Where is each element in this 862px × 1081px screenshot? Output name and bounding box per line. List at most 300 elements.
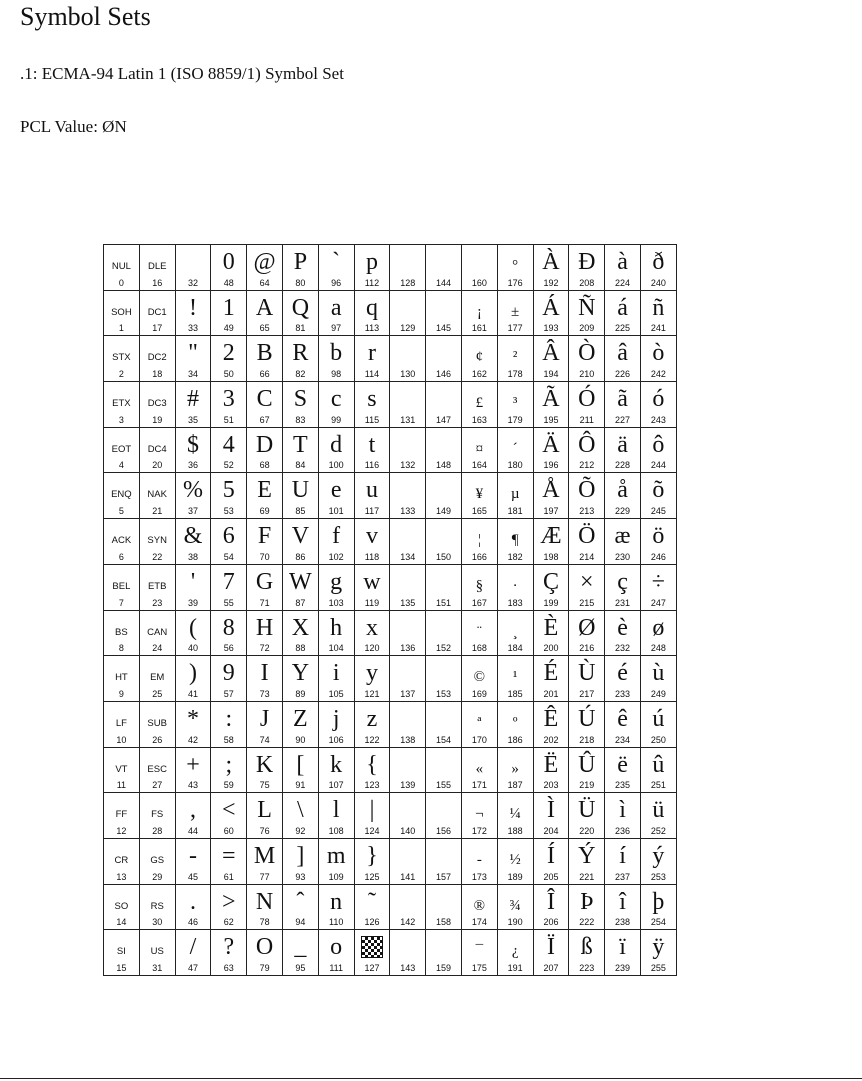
symbol-set-table — [103, 244, 677, 976]
table-row — [104, 930, 677, 976]
char-cell — [533, 519, 569, 565]
char-glyph: W — [289, 568, 312, 595]
char-code: 97 — [331, 323, 342, 334]
char-glyph: N — [255, 888, 274, 915]
char-glyph: / — [189, 934, 197, 961]
char-glyph: ) — [188, 660, 197, 687]
char-code: 43 — [187, 780, 198, 791]
char-code: 151 — [436, 597, 452, 608]
char-cell — [318, 519, 354, 565]
char-code: 26 — [152, 734, 163, 745]
char-glyph: 4 — [222, 431, 235, 458]
checkerboard-icon — [355, 936, 390, 964]
char-cell — [211, 427, 247, 473]
char-cell — [640, 747, 676, 793]
char-code: 234 — [615, 734, 631, 745]
char-glyph: # — [186, 386, 199, 413]
char-code: 150 — [436, 551, 452, 562]
char-glyph: J — [259, 705, 270, 732]
char-code: 17 — [152, 323, 163, 334]
char-code: 22 — [152, 551, 163, 562]
char-code: 143 — [400, 963, 416, 973]
char-glyph: EM — [150, 672, 165, 684]
char-glyph: Ã — [542, 386, 560, 413]
char-cell — [605, 245, 641, 291]
char-cell — [426, 564, 462, 610]
char-cell — [354, 382, 390, 428]
char-glyph: i — [332, 660, 340, 687]
char-glyph: è — [617, 614, 628, 641]
char-glyph: \ — [297, 797, 304, 824]
char-glyph: - — [188, 842, 197, 869]
char-glyph: » — [511, 760, 519, 777]
char-glyph: ] — [296, 842, 305, 869]
char-glyph: DC4 — [147, 443, 167, 455]
char-cell — [175, 336, 211, 382]
char-code: 92 — [295, 825, 306, 836]
char-glyph: Ú — [578, 705, 596, 732]
char-cell — [533, 610, 569, 656]
char-glyph: F — [257, 523, 272, 550]
char-glyph: > — [222, 888, 236, 915]
char-code: 154 — [436, 734, 452, 745]
char-cell — [282, 382, 318, 428]
char-glyph: SI — [116, 946, 126, 958]
char-cell — [533, 747, 569, 793]
char-cell — [247, 656, 283, 702]
char-cell — [139, 290, 175, 336]
char-code: 129 — [400, 323, 416, 334]
char-cell — [497, 793, 533, 839]
char-glyph: Ê — [543, 705, 559, 732]
char-glyph: ¸ — [512, 623, 518, 640]
char-code: 201 — [543, 688, 559, 699]
char-code: 172 — [471, 825, 487, 836]
char-glyph: ® — [473, 897, 486, 914]
char-glyph: Þ — [580, 888, 594, 915]
char-cell — [282, 610, 318, 656]
char-cell — [175, 838, 211, 884]
char-cell — [139, 427, 175, 473]
char-code: 174 — [471, 917, 487, 928]
char-glyph: * — [186, 705, 199, 732]
char-code: 16 — [152, 277, 163, 288]
char-cell — [640, 930, 676, 976]
char-cell — [426, 382, 462, 428]
char-glyph: ˜ — [367, 888, 376, 915]
char-cell — [211, 336, 247, 382]
char-cell — [390, 382, 426, 428]
char-glyph: HT — [115, 672, 128, 684]
char-code: 56 — [223, 643, 234, 654]
char-cell — [605, 701, 641, 747]
char-cell — [211, 701, 247, 747]
char-glyph: Õ — [578, 477, 596, 504]
char-code: 138 — [400, 734, 416, 745]
char-cell — [104, 473, 140, 519]
char-cell — [497, 610, 533, 656]
char-glyph: ¯ — [475, 943, 484, 960]
char-code: 88 — [295, 643, 306, 654]
char-code: 67 — [259, 414, 270, 425]
char-cell — [211, 610, 247, 656]
char-glyph: æ — [614, 523, 631, 550]
char-cell — [175, 519, 211, 565]
char-cell — [390, 473, 426, 519]
char-glyph: ï — [619, 934, 626, 961]
char-code: 113 — [364, 323, 380, 334]
char-glyph: j — [332, 705, 340, 732]
char-glyph: I — [260, 660, 269, 687]
char-code: 167 — [471, 597, 487, 608]
char-cell — [175, 245, 211, 291]
char-glyph: õ — [652, 477, 665, 504]
char-code: 134 — [400, 551, 416, 562]
char-cell — [461, 473, 497, 519]
char-cell — [104, 747, 140, 793]
char-code: 219 — [579, 780, 595, 791]
char-glyph: ' — [190, 568, 196, 595]
char-glyph: FS — [151, 809, 164, 821]
char-code: 207 — [543, 963, 559, 973]
char-glyph: p — [365, 249, 378, 275]
char-glyph: 7 — [222, 568, 235, 595]
char-code: 131 — [400, 414, 416, 425]
char-cell — [104, 793, 140, 839]
char-glyph: ACK — [111, 535, 132, 547]
char-code: 176 — [507, 277, 523, 288]
char-glyph: à — [617, 249, 628, 275]
char-cell — [497, 564, 533, 610]
char-cell — [282, 564, 318, 610]
char-code: 142 — [400, 917, 416, 928]
char-code: 205 — [543, 871, 559, 882]
char-glyph: 2 — [222, 340, 235, 367]
char-code: 179 — [507, 414, 523, 425]
char-cell — [318, 656, 354, 702]
char-glyph: ³ — [512, 395, 518, 412]
char-code: 175 — [471, 963, 487, 973]
symbol-set-title: .1: ECMA-94 Latin 1 (ISO 8859/1) Symbol Set — [20, 64, 344, 83]
char-glyph: CR — [114, 854, 129, 866]
char-glyph: ` — [332, 249, 341, 275]
char-glyph: v — [365, 523, 378, 550]
char-cell — [569, 884, 605, 930]
char-cell — [640, 701, 676, 747]
char-code: 137 — [400, 688, 416, 699]
char-code: 192 — [543, 277, 559, 288]
char-cell — [426, 519, 462, 565]
char-cell — [533, 564, 569, 610]
char-code: 46 — [187, 917, 198, 928]
char-code: 93 — [295, 871, 306, 882]
char-glyph: m — [326, 842, 346, 869]
char-code: 204 — [543, 825, 559, 836]
char-cell — [640, 382, 676, 428]
char-code: 74 — [259, 734, 270, 745]
char-code: 140 — [400, 825, 416, 836]
char-code: 195 — [543, 414, 559, 425]
char-code: 212 — [579, 460, 595, 471]
char-glyph: E — [257, 477, 272, 504]
char-cell — [247, 336, 283, 382]
char-glyph: ± — [511, 303, 520, 320]
char-cell — [640, 290, 676, 336]
char-cell — [318, 382, 354, 428]
char-code: 47 — [187, 963, 198, 973]
char-glyph: ü — [652, 797, 665, 824]
char-glyph: ETX — [112, 398, 131, 410]
char-glyph: 3 — [222, 386, 235, 413]
char-cell — [497, 701, 533, 747]
char-code: 226 — [615, 369, 631, 380]
char-code: 60 — [223, 825, 234, 836]
char-glyph: Ç — [542, 568, 559, 595]
char-code: 64 — [259, 277, 270, 288]
char-glyph: CAN — [147, 626, 168, 638]
char-code: 91 — [295, 780, 306, 791]
char-cell — [569, 656, 605, 702]
char-code: 190 — [507, 917, 523, 928]
char-code: 127 — [364, 963, 380, 973]
char-cell — [318, 245, 354, 291]
char-code: 32 — [187, 277, 198, 288]
char-glyph: é — [617, 660, 628, 687]
char-glyph: ½ — [509, 851, 521, 868]
char-code: 232 — [615, 643, 631, 654]
char-code: 218 — [579, 734, 595, 745]
char-glyph: DC3 — [147, 398, 167, 410]
char-glyph: ö — [652, 523, 665, 550]
char-glyph: ¤ — [475, 440, 484, 457]
char-glyph: º — [512, 714, 518, 731]
char-code: 136 — [400, 643, 416, 654]
char-glyph: Ì — [546, 797, 555, 824]
char-cell — [318, 610, 354, 656]
char-cell — [461, 701, 497, 747]
char-code: 238 — [615, 917, 631, 928]
char-cell — [175, 473, 211, 519]
char-code: 1 — [118, 323, 124, 334]
char-cell — [605, 427, 641, 473]
char-cell — [461, 930, 497, 976]
table-row — [104, 473, 677, 519]
char-glyph: × — [579, 568, 594, 595]
char-glyph: - — [476, 851, 482, 868]
char-cell — [390, 656, 426, 702]
char-code: 106 — [328, 734, 344, 745]
char-glyph: = — [222, 842, 236, 869]
char-glyph: S — [293, 386, 308, 413]
char-cell — [640, 838, 676, 884]
char-cell — [282, 884, 318, 930]
char-glyph: ( — [188, 614, 197, 641]
char-glyph: P — [293, 249, 308, 275]
char-code: 223 — [579, 963, 595, 973]
char-cell — [175, 564, 211, 610]
char-glyph: Ô — [578, 431, 596, 458]
char-code: 132 — [400, 460, 416, 471]
char-cell — [104, 336, 140, 382]
char-code: 117 — [364, 506, 380, 517]
char-cell — [175, 793, 211, 839]
char-glyph: ã — [617, 386, 628, 413]
char-cell — [533, 793, 569, 839]
char-glyph: | — [369, 797, 375, 824]
char-cell — [497, 656, 533, 702]
char-glyph: Â — [542, 340, 560, 367]
char-code: 245 — [650, 506, 666, 517]
char-glyph: SUB — [147, 717, 167, 729]
char-cell — [318, 793, 354, 839]
char-glyph: ¶ — [511, 532, 519, 549]
table-row — [104, 701, 677, 747]
char-code: 194 — [543, 369, 559, 380]
char-code: 78 — [259, 917, 270, 928]
char-cell — [569, 473, 605, 519]
char-glyph: Ï — [546, 934, 555, 961]
char-cell — [211, 930, 247, 976]
char-code: 203 — [543, 780, 559, 791]
char-glyph: ð — [652, 249, 665, 275]
char-glyph: A — [255, 294, 274, 321]
char-code: 65 — [259, 323, 270, 334]
char-code: 8 — [118, 643, 124, 654]
char-cell — [139, 382, 175, 428]
char-cell — [175, 427, 211, 473]
char-cell — [461, 336, 497, 382]
char-code: 163 — [471, 414, 487, 425]
char-code: 52 — [223, 460, 234, 471]
char-code: 139 — [400, 780, 416, 791]
char-code: 197 — [543, 506, 559, 517]
char-code: 73 — [259, 688, 270, 699]
char-cell — [533, 930, 569, 976]
char-cell — [247, 382, 283, 428]
char-cell — [390, 930, 426, 976]
char-code: 119 — [364, 597, 380, 608]
char-glyph: È — [543, 614, 559, 641]
char-cell — [211, 473, 247, 519]
char-cell — [282, 793, 318, 839]
char-code: 95 — [295, 963, 306, 973]
char-glyph: SYN — [147, 535, 167, 547]
char-cell — [390, 427, 426, 473]
char-code: 248 — [650, 643, 666, 654]
char-code: 237 — [615, 871, 631, 882]
char-cell — [211, 838, 247, 884]
char-cell — [640, 564, 676, 610]
char-cell — [497, 838, 533, 884]
char-cell — [104, 427, 140, 473]
char-code: 221 — [579, 871, 595, 882]
char-code: 111 — [329, 963, 344, 973]
char-code: 21 — [152, 506, 163, 517]
char-code: 44 — [187, 825, 198, 836]
char-code: 110 — [329, 917, 344, 928]
char-glyph: z — [366, 705, 378, 732]
char-code: 61 — [223, 871, 234, 882]
char-glyph: { — [366, 751, 378, 778]
char-cell — [139, 610, 175, 656]
char-glyph: ² — [512, 349, 518, 366]
char-glyph: EOT — [111, 443, 132, 455]
char-code: 229 — [615, 506, 631, 517]
char-cell — [354, 427, 390, 473]
char-cell — [104, 838, 140, 884]
char-code: 28 — [152, 825, 163, 836]
char-code: 153 — [436, 688, 452, 699]
char-glyph: û — [652, 751, 665, 778]
char-glyph: µ — [510, 486, 520, 503]
char-glyph: 8 — [222, 614, 235, 641]
char-code: 63 — [223, 963, 234, 973]
char-glyph: ETB — [147, 580, 167, 592]
char-cell — [247, 427, 283, 473]
char-code: 27 — [152, 780, 163, 791]
char-cell — [247, 245, 283, 291]
char-glyph: Ð — [578, 249, 596, 275]
char-glyph: NUL — [111, 261, 131, 272]
char-glyph: ESC — [147, 763, 167, 775]
char-cell — [247, 290, 283, 336]
char-code: 133 — [400, 506, 416, 517]
char-glyph: ÷ — [651, 568, 665, 595]
char-cell — [605, 290, 641, 336]
char-code: 158 — [436, 917, 452, 928]
char-glyph: Á — [542, 294, 560, 321]
char-glyph: l — [332, 797, 340, 824]
char-cell — [104, 564, 140, 610]
char-cell — [605, 884, 641, 930]
char-cell — [175, 747, 211, 793]
char-glyph: ì — [619, 797, 626, 824]
char-cell — [104, 656, 140, 702]
char-glyph: Ø — [578, 614, 596, 641]
char-glyph: ¼ — [509, 806, 521, 823]
char-code: 196 — [543, 460, 559, 471]
char-code: 200 — [543, 643, 559, 654]
char-code: 96 — [331, 277, 342, 288]
char-code: 227 — [615, 414, 631, 425]
char-glyph: _ — [294, 934, 307, 961]
char-code: 233 — [615, 688, 631, 699]
char-cell — [605, 610, 641, 656]
char-cell — [497, 930, 533, 976]
char-cell — [139, 930, 175, 976]
char-cell — [318, 930, 354, 976]
char-code: 101 — [328, 506, 344, 517]
char-code: 177 — [507, 323, 523, 334]
char-code: 37 — [187, 506, 198, 517]
char-glyph: Y — [291, 660, 310, 687]
char-glyph: Ü — [578, 797, 596, 824]
char-cell — [247, 473, 283, 519]
char-code: 58 — [223, 734, 234, 745]
char-cell — [461, 519, 497, 565]
char-code: 102 — [328, 551, 344, 562]
char-code: 246 — [650, 551, 666, 562]
char-code: 202 — [543, 734, 559, 745]
char-glyph: : — [225, 705, 233, 732]
char-glyph: d — [330, 431, 343, 458]
char-code: 14 — [116, 917, 127, 928]
char-code: 128 — [400, 277, 416, 288]
char-glyph: BEL — [112, 580, 131, 592]
char-cell — [104, 701, 140, 747]
char-glyph: $ — [186, 431, 199, 458]
char-cell — [533, 656, 569, 702]
